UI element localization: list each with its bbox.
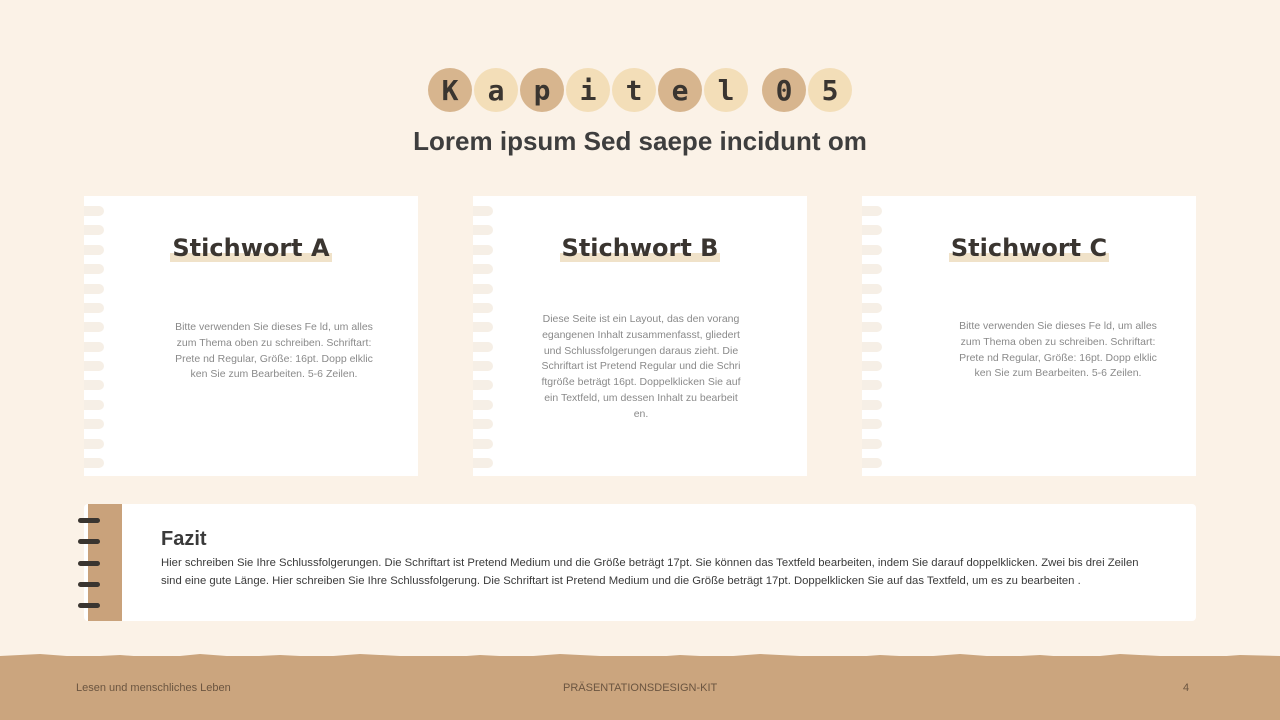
chapter-letter: K [428, 68, 472, 112]
chapter-digit: 0 [762, 68, 806, 112]
card-title: Stichwort B [561, 234, 719, 262]
torn-paper-edge [0, 652, 1280, 660]
keyword-card-a[interactable] [84, 196, 418, 476]
page-number: 4 [1183, 682, 1190, 694]
card-body[interactable]: Bitte verwenden Sie dieses Fe ld, um alles zum Thema oben zu schreiben. Schriftart: Prete nd Regular, Größe: 16pt. Dopp elklicken Sie zum Bearbeiten. 5-6 Zeilen. [959, 320, 1157, 380]
card-title: Stichwort A [172, 234, 330, 262]
footer-left-text: Lesen und menschliches Leben [76, 682, 231, 694]
card-title: Stichwort C [950, 234, 1108, 262]
card-body[interactable]: Diese Seite ist ein Layout, das den vorang egangenen Inhalt zusammenfasst, gliedert und Schlussfolgerungen daraus zieht. Die Schriftart ist Pretend Regular und die Schri ftgröße beträgt 16pt. Doppelklicken Sie auf ein Textfeld, um dessen Inhalt zu bearbeit en. [541, 313, 741, 420]
chapter-badge [0, 68, 1280, 112]
chapter-letter: t [612, 68, 656, 112]
keyword-card-b[interactable] [473, 196, 807, 476]
slide-subtitle[interactable]: Lorem ipsum Sed saepe incidunt om [413, 126, 867, 156]
spiral-rings [78, 518, 104, 608]
chapter-letter: e [658, 68, 702, 112]
footer-center-text: PRÄSENTATIONSDESIGN-KIT [563, 682, 718, 694]
card-body[interactable]: Bitte verwenden Sie dieses Fe ld, um alles zum Thema oben zu schreiben. Schriftart: Prete nd Regular, Größe: 16pt. Dopp elklicken Sie zum Bearbeiten. 5-6 Zeilen. [175, 321, 373, 381]
chapter-digit: 5 [808, 68, 852, 112]
conclusion-box[interactable] [84, 504, 1196, 621]
keyword-card-c[interactable] [862, 196, 1196, 476]
chapter-letter: l [704, 68, 748, 112]
conclusion-title: Fazit [161, 528, 207, 550]
chapter-letter: i [566, 68, 610, 112]
chapter-letter: a [474, 68, 518, 112]
chapter-gap [750, 68, 760, 112]
chapter-letter: p [520, 68, 564, 112]
footer-bar [0, 656, 1280, 720]
conclusion-text[interactable]: Hier schreiben Sie Ihre Schlussfolgerungen. Die Schriftart ist Pretend Medium und die Größe beträgt 17pt. Sie können das Textfeld bearbeiten, indem Sie darauf doppelklicken. Zwei bis drei Zeilen sind eine gute Länge. Hier schreiben Sie Ihre Schlussfolgerung. Die Schriftart ist Pretend Medium und die Größe beträgt 17pt. Doppelklicken Sie auf das Textfeld, um es zu bearbeiten . [161, 557, 1139, 587]
